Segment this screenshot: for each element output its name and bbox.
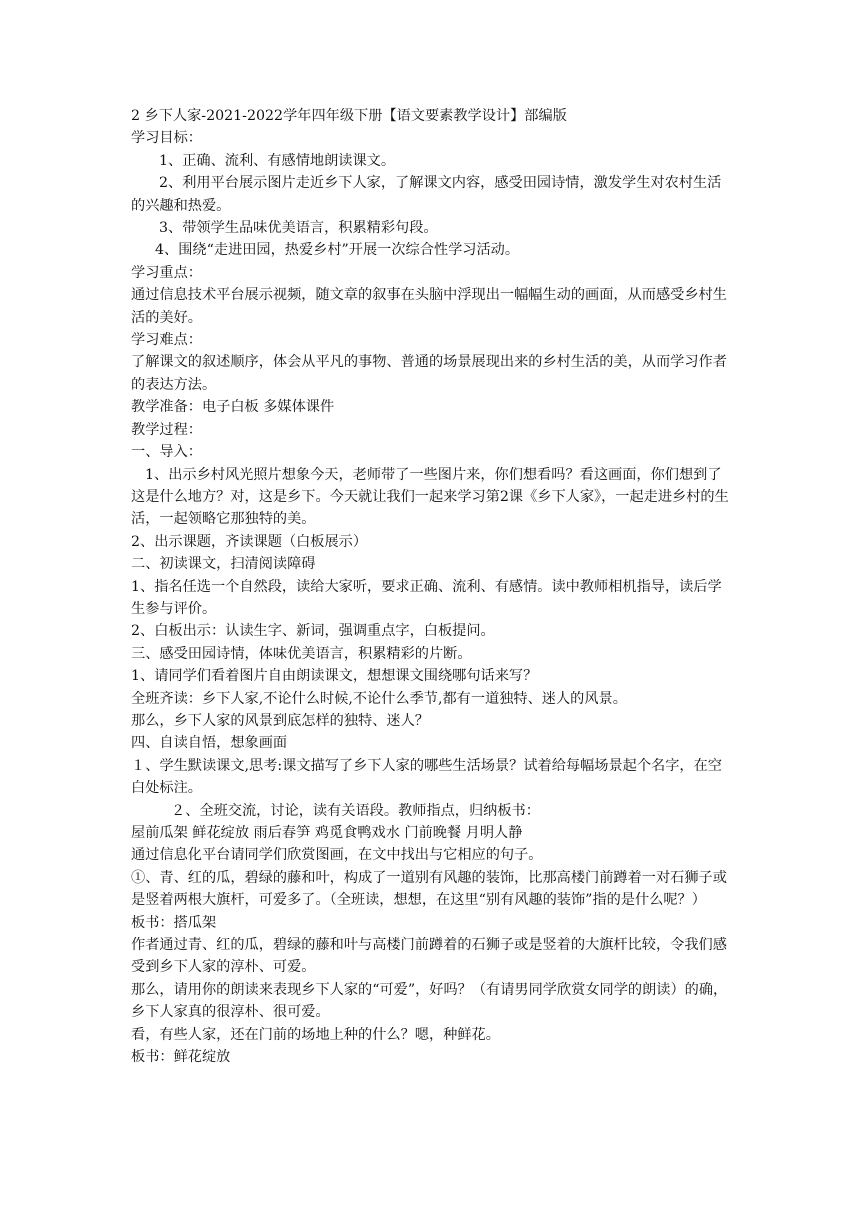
- paragraph: 1、请同学们看着图片自由朗读课文，想想课文围绕哪句话来写？: [131, 668, 538, 685]
- paragraph: 作者通过青、红的瓜，碧绿的藤和叶与高楼门前蹲着的石狮子或是竖着的大旗杆比较，令我们感受到乡下人家的淳朴、可爱。: [131, 937, 727, 976]
- paragraph: 通过信息化平台请同学们欣赏图画，在文中找出与它相应的句子。: [131, 847, 543, 864]
- blackboard-note: 板书：搭瓜架: [131, 914, 217, 931]
- step-heading-4: 四、自读自悟，想象画面: [131, 735, 288, 752]
- paragraph: ２、全班交流，讨论，读有关语段。教师指点，归纳板书：: [171, 802, 540, 819]
- paragraph: 1、出示乡村风光照片想象今天，老师带了一些图片来，你们想看吗？看这画面，你们想到了这是什么地方？对，这是乡下。今天就让我们一起来学习第2课《乡下人家》，一起走进乡村的生活，一起领略它那独特的美。: [131, 466, 729, 528]
- section-heading-objectives: 学习目标：: [131, 130, 202, 147]
- section-heading-difficulties: 学习难点：: [131, 332, 202, 349]
- blackboard-note: 板书：鲜花绽放: [131, 1049, 231, 1066]
- objective-3: 3、带领学生品味优美语言，积累精彩句段。: [159, 220, 438, 237]
- objective-1: 1、正确、流利、有感情地朗读课文。: [159, 152, 396, 169]
- difficulties-text: 了解课文的叙述顺序，体会从平凡的事物、普通的场景展现出来的乡村生活的美，从而学习作者的表达方法。: [131, 354, 727, 393]
- document-body: [131, 105, 731, 1068]
- step-heading-2: 二、初读课文，扫清阅读障碍: [131, 556, 316, 573]
- paragraph: 全班齐读：乡下人家,不论什么时候,不论什么季节,都有一道独特、迷人的风景。: [131, 690, 627, 707]
- section-heading-key-points: 学习重点：: [131, 264, 202, 281]
- paragraph: ①、青、红的瓜，碧绿的藤和叶，构成了一道别有风趣的装饰，比那高楼门前蹲着一对石狮子或是竖着两根大旗杆，可爱多了。（全班读，想想，在这里“别有风趣的装饰”指的是什么呢？）: [131, 869, 727, 909]
- objective-2: 2、利用平台展示图片走近乡下人家，了解课文内容，感受田园诗情，激发学生对农村生活的兴趣和热爱。: [131, 175, 722, 214]
- paragraph: 2、白板出示：认读生字、新词，强调重点字，白板提问。: [131, 623, 495, 640]
- teaching-preparation: 教学准备：电子白板 多媒体课件: [131, 399, 335, 416]
- document-title: 2 乡下人家-2021-2022学年四年级下册【语文要素教学设计】部编版: [131, 108, 567, 124]
- paragraph: 1、指名任选一个自然段，读给大家听，要求正确、流利、有感情。读中教师相机指导，读后学生参与评价。: [131, 578, 722, 617]
- paragraph: １、学生默读课文,思考:课文描写了乡下人家的哪些生活场景？试着给每幅场景起个名字，在空白处标注。: [131, 757, 722, 797]
- paragraph: 2、出示课题，齐读课题（白板展示）: [131, 533, 368, 550]
- section-heading-process: 教学过程：: [131, 421, 202, 438]
- key-points-text: 通过信息技术平台展示视频，随文章的叙事在头脑中浮现出一幅幅生动的画面，从而感受乡村生活的美好。: [131, 287, 727, 326]
- paragraph: 看，有些人家，还在门前的场地上种的什么？嗯，种鲜花。: [131, 1026, 500, 1043]
- blackboard-scene-list: 屋前瓜架 鲜花绽放 雨后春笋 鸡觅食鸭戏水 门前晚餐 月明人静: [131, 825, 523, 841]
- paragraph: 那么，请用你的朗读来表现乡下人家的“可爱”，好吗？（有请男同学欣赏女同学的朗读）的确，乡下人家真的很淳朴、很可爱。: [131, 981, 728, 1021]
- objective-4: 4、围绕“走进田园，热爱乡村”开展一次综合性学习活动。: [155, 242, 520, 259]
- step-heading-3: 三、感受田园诗情，体味优美语言，积累精彩的片断。: [131, 645, 472, 662]
- paragraph: 那么，乡下人家的风景到底怎样的独特、迷人？: [131, 712, 429, 729]
- step-heading-1: 一、导入：: [131, 444, 202, 461]
